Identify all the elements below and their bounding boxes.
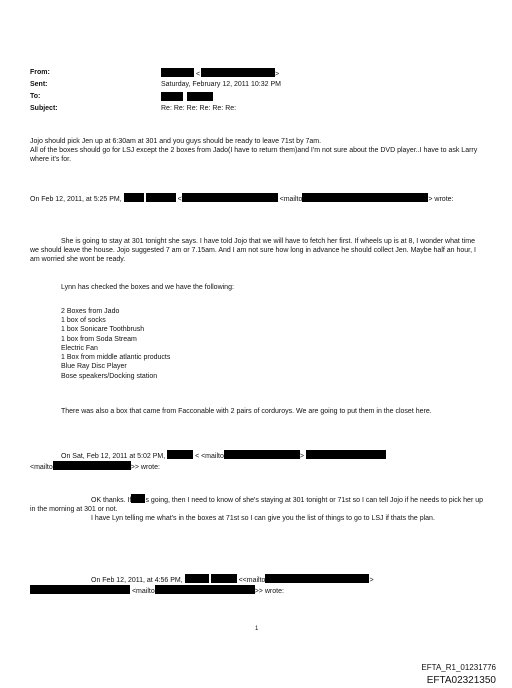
quote-gt: > bbox=[299, 453, 304, 460]
quote-wrote: >> wrote: bbox=[254, 588, 284, 595]
quote-date: On Feb 12, 2011, at 5:25 PM, bbox=[30, 196, 122, 203]
redaction-box bbox=[201, 68, 275, 77]
to-value bbox=[161, 92, 213, 103]
redaction-box bbox=[211, 574, 237, 583]
quote-lt: < bbox=[177, 196, 182, 203]
quote-header bbox=[91, 574, 374, 585]
list-item: 2 Boxes from Jado bbox=[61, 308, 120, 315]
quote-mailto: < <mailto bbox=[195, 453, 224, 460]
quote-date: On Feb 12, 2011, at 4:56 PM, bbox=[91, 577, 183, 584]
quote-text: s going, then I need to know of she's staying at 301 tonight or 71st so I can tell Jojo if he needs to pick her up in the morning at 301 or not. bbox=[30, 497, 484, 514]
body-paragraph: Jojo should pick Jen up at 6:30am at 301 and you guys should be ready to leave 71st by 7am. bbox=[30, 138, 322, 145]
redaction-box bbox=[124, 193, 144, 202]
subject-value: Re: Re: Re: Re: Re: Re: bbox=[161, 105, 237, 112]
page-number: 1 bbox=[255, 626, 259, 632]
redaction-box bbox=[161, 92, 183, 101]
list-item: Blue Ray Disc Player bbox=[61, 363, 127, 371]
redaction-box bbox=[182, 193, 278, 202]
subject-label: Subject: bbox=[30, 105, 58, 112]
sent-value: Saturday, February 12, 2011 10:32 PM bbox=[161, 81, 281, 88]
redaction-box bbox=[306, 450, 386, 459]
quote-paragraph-boxes bbox=[61, 283, 481, 292]
quote-mailto: <<mailto bbox=[238, 577, 266, 584]
quote-gt: > bbox=[369, 577, 374, 584]
quote-paragraph bbox=[30, 494, 484, 514]
quote-body bbox=[30, 237, 484, 265]
quote-header-line2 bbox=[30, 461, 160, 472]
quote-paragraph: I have Lyn telling me what's in the boxes at 71st so I can give you the list of things to go to LSJ if thats the plan. bbox=[91, 515, 435, 523]
box-list bbox=[61, 307, 361, 381]
body-paragraph: All of the boxes should go for LSJ except the 2 boxes from Jado(I have to return them)and I'm not sure about the DVD player..I have to ask Larry where it's for. bbox=[30, 147, 478, 164]
from-value bbox=[161, 68, 279, 79]
list-item: Electric Fan bbox=[61, 344, 98, 352]
list-item: 1 box from Soda Stream bbox=[61, 335, 137, 343]
list-item: Bose speakers/Docking station bbox=[61, 372, 158, 380]
redaction-box bbox=[155, 585, 255, 594]
redaction-box bbox=[187, 92, 213, 101]
list-item: 1 Box from middle atlantic products bbox=[61, 354, 171, 362]
quote-mailto: <mailto bbox=[30, 464, 53, 471]
redaction-box bbox=[265, 574, 369, 583]
redaction-box bbox=[167, 450, 193, 459]
document-id: EFTA_R1_01231776 bbox=[421, 663, 496, 672]
quote-wrote: >> wrote: bbox=[130, 464, 160, 471]
quote-paragraph: She is going to stay at 301 tonight she says. I have told Jojo that we will have to fetch her first. If wheels up is at 8, I wonder what time we should leave the house. Jojo suggested 7 am or 7.15am. And I am not sure how long in advance he should collect Jen. Maybe half an hour, I am worried she wont be ready. bbox=[30, 238, 476, 264]
quote-header bbox=[61, 450, 386, 461]
redaction-box bbox=[185, 574, 209, 583]
redaction-box bbox=[131, 494, 145, 503]
redaction-box bbox=[302, 193, 428, 202]
from-label: From: bbox=[30, 69, 50, 76]
redaction-box bbox=[30, 585, 130, 594]
quote-body bbox=[30, 494, 484, 524]
sent-label: Sent: bbox=[30, 81, 48, 88]
quote-wrote: > wrote: bbox=[428, 196, 454, 203]
quote-header bbox=[30, 193, 482, 204]
quote-paragraph: Lynn has checked the boxes and we have the following: bbox=[61, 284, 234, 291]
redaction-box bbox=[224, 450, 300, 459]
to-label: To: bbox=[30, 93, 41, 100]
quote-date: On Sat, Feb 12, 2011 at 5:02 PM, bbox=[61, 453, 166, 460]
bates-number: EFTA02321350 bbox=[426, 675, 496, 686]
quote-paragraph-corduroys bbox=[30, 407, 482, 416]
quote-text: OK thanks. If bbox=[91, 497, 132, 504]
list-item: 1 box Sonicare Toothbrush bbox=[61, 326, 145, 334]
quote-mailto: <mailto bbox=[279, 196, 303, 203]
quote-paragraph: There was also a box that came from Facconable with 2 pairs of corduroys. We are going to put them in the closet here. bbox=[61, 408, 432, 415]
quote-mailto: <mailto bbox=[131, 588, 155, 595]
from-lt: < bbox=[195, 71, 201, 78]
redaction-box bbox=[161, 68, 194, 77]
quote-header-line2 bbox=[30, 585, 284, 596]
redaction-box bbox=[53, 461, 131, 470]
list-item: 1 box of socks bbox=[61, 317, 106, 325]
from-gt: > bbox=[275, 71, 280, 78]
redaction-box bbox=[146, 193, 176, 202]
email-body bbox=[30, 137, 482, 165]
